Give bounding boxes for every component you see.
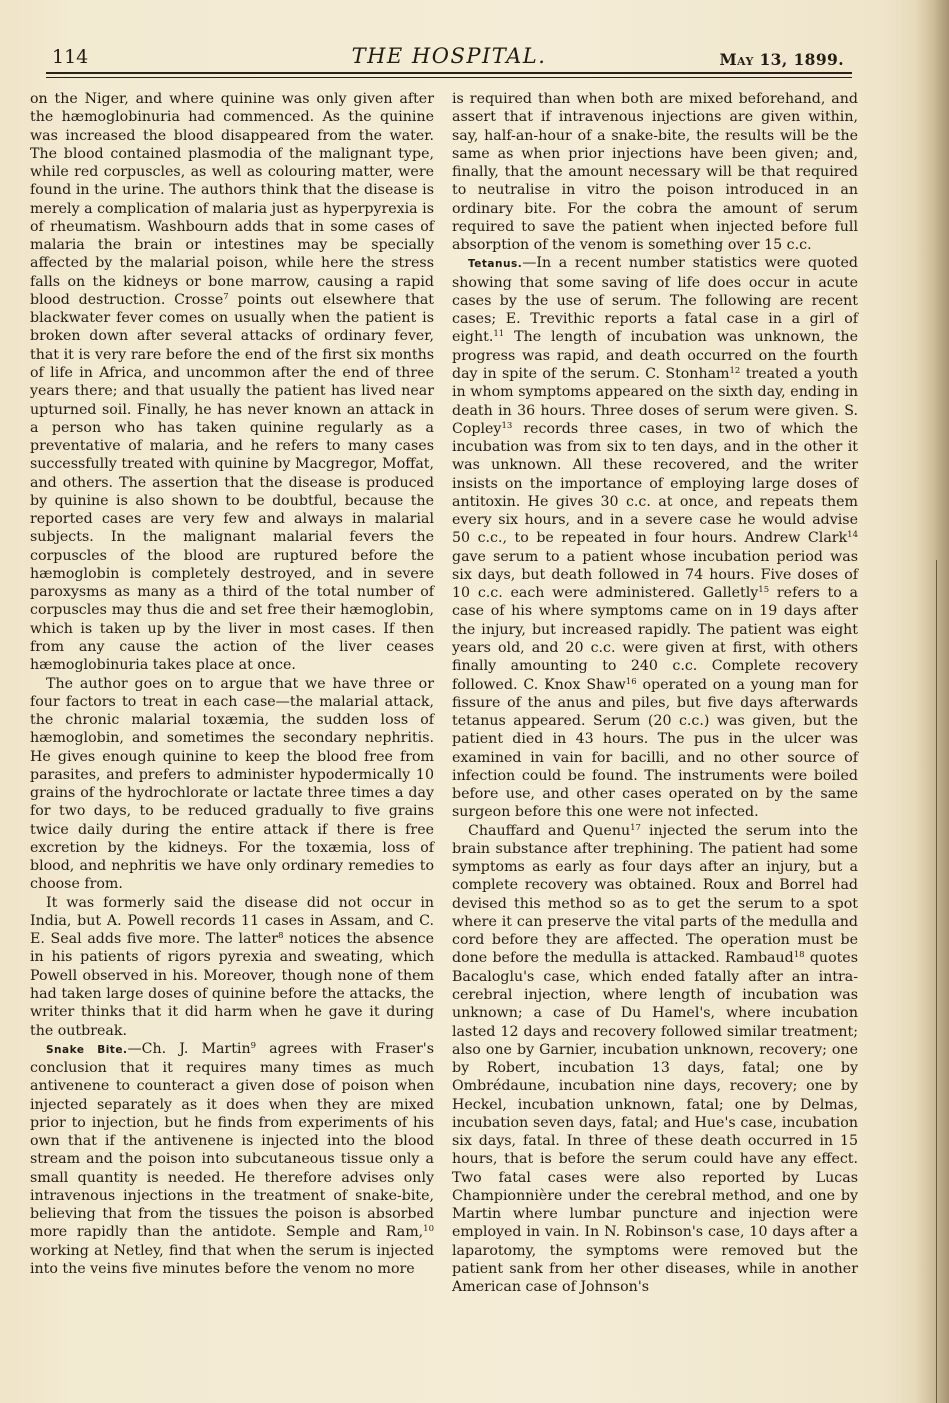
paragraph: Chauffard and Quenu$^{17}$ injected the serum into the brain substance after trephining. The patient had some symptoms as early as four days after an injury, but a complete recovery was obtained. Roux and Borrel had devised this method so as to get the serum to a spot where it can preserve the vital parts of the medulla and cord before they are affected. The operation must be done before the medulla is attacked. Rambaud$^{18}$ quotes Bacaloglu's case, which ended fatally after an intra-cerebral injection, where length of incubation was unknown; a case of Du Hamel's, where incubation lasted 12 days and recovery followed similar treatment; also one by Garnier, incubation unknown, recovery; one by Robert, incubation 13 days, fatal; one by Ombrédaune, incubation nine days, recovery; one by Heckel, incubation unknown, fatal; one by Delmas, incubation seven days, fatal; and Hue's case, incubation six days, fatal. In three of these death occurred in 15 hours, that is before the serum could have any effect. Two fatal cases were also reported by Lucas Championnière under the cerebral method, and one by Martin where lumbar puncture and injection were employed in vain. In N. Robinson's case, 10 days after a laparotomy, the symptoms were removed but the patient sank from her other diseases, while in another American case of Johnson's: [452, 822, 858, 1296]
section-heading-snake-bite: Snake Bite.: [46, 1043, 128, 1056]
publication-title: THE HOSPITAL.: [351, 44, 547, 68]
page-edge-line: [936, 560, 937, 1403]
page-header: [46, 42, 852, 72]
left-column: [30, 90, 434, 1278]
paragraph: is required than when both are mixed beforehand, and assert that if intravenous injections are given within, say, half-an-hour of a snake-bite, the results will be the same as when prior injections have been given; and, finally, that the amount necessary will be that required to neutralise in vitro the poison introduced in an ordinary bite. For the cobra the amount of serum required to save the patient when injected before full absorption of the venom is something over 15 c.c.: [452, 91, 858, 254]
paragraph: on the Niger, and where quinine was only given after the hæmoglobinuria had commenced. As the quinine was increased the blood disappeared from the water. The blood contained plasmodia of the malignant type, while red corpuscles, as well as colouring matter, were found in the urine. The authors think that the disease is merely a complication of malaria just as hyperpyrexia is of rheumatism. Washbourn adds that in some cases of malaria the brain or intestines may be specially affected by the malarial poison, while here the stress falls on the kidneys or bone marrow, causing a rapid blood destruction. Crosse$^7$ points out elsewhere that blackwater fever comes on usually when the patient is broken down after several attacks of ordinary fever, that it is very rare before the end of the first six months of life in Africa, and uncommon after the end of three years there; and that usually the patient has lived near upturned soil. Finally, he has never known an attack in a person who has taken quinine regularly as a preventative of malaria, and he refers to many cases successfully treated with quinine by Macgregor, Moffat, and others. The assertion that the disease is produced by quinine is also shown to be doubtful, because the reported cases are very few and always in malarial subjects. In the malignant malarial fevers the corpuscles of the blood are ruptured before the hæmoglobin is completely destroyed, and in severe paroxysms as many as a third of the total number of corpuscles may thus die and set free their hæmoglobin, which is taken up by the liver in most cases. If then from any cause the action of the liver ceases hæmoglobinuria takes place at once.: [30, 91, 434, 674]
issue-date: May 13, 1899.: [719, 50, 844, 69]
right-column: [452, 90, 858, 1297]
paragraph: The author goes on to argue that we have three or four factors to treat in each case—the malarial attack, the chronic malarial toxæmia, the sudden loss of hæmoglobin, and sometimes the secondary nephritis. He gives enough quinine to keep the blood free from parasites, and prefers to administer hypodermically 10 grains of the hydrochlorate or lactate three times a day for two days, to be reduced gradually to five grains twice daily during the entire attack if there is free excretion by the kidneys. For the toxæmia, loss of blood, and nephritis we have only ordinary remedies to choose from.: [30, 675, 434, 893]
paragraph-tetanus: Tetanus.—In a recent number statistics were quoted showing that some saving of life does occur in acute cases by the use of serum. The following are recent cases; E. Trevithic reports a fatal case in a girl of eight.$^{11}$ The length of incubation was unknown, the progress was rapid, and death occurred on the fourth day in spite of the serum. C. Stonham$^{12}$ treated a youth in whom symptoms appeared on the sixth day, ending in death in 36 hours. Three doses of serum were given. S. Copley$^{13}$ records three cases, in two of which the incubation was from six to ten days, and in the other it was unknown. All these recovered, and the writer insists on the importance of employing large doses of antitoxin. He gives 30 c.c. at once, and repeats them every six hours, and in a severe case he would advise 50 c.c., to be repeated in four hours. Andrew Clark$^{14}$ gave serum to a patient whose incubation period was six days, but death followed in 74 hours. Five doses of 10 c.c. each were administered. Galletly$^{15}$ refers to a case of his where symptoms came on in 19 days after the injury, but increased rapidly. The patient was eight years old, and 20 c.c. were given at first, with others finally amounting to 240 c.c. Complete recovery followed. C. Knox Shaw$^{16}$ operated on a young man for fissure of the anus and piles, but five days afterwards tetanus appeared. Serum (20 c.c.) was given, but the patient died in 43 hours. The pus in the ulcer was examined in vain for bacilli, and no other source of infection could be found. The instruments were boiled before use, and other cases operated on by the same surgeon before this one were not infected.: [452, 255, 858, 821]
section-heading-tetanus: Tetanus.: [468, 258, 523, 271]
paragraph-snake-bite: Snake Bite.—Ch. J. Martin$^9$ agrees with Fraser's conclusion that it requires many times as much antivenene to counteract a given dose of poison when injected separately as it does when they are mixed prior to injection, but he finds from experiments of his own that if the antivenene is injected into the blood stream and the poison into subcutaneous tissue only a small quantity is needed. He therefore advises only intravenous injections in the treatment of snake-bite, believing that from the tissues the poison is absorbed more rapidly than the antidote. Semple and Ram,$^{10}$ working at Netley, find that when the serum is injected into the veins five minutes before the venom no more: [30, 1040, 434, 1277]
paragraph: It was formerly said the disease did not occur in India, but A. Powell records 11 cases in Assam, and C. E. Seal adds five more. The latter$^8$ notices the absence in his patients of rigors pyrexia and sweating, which Powell observed in his. Moreover, though none of them had taken large doses of quinine before the attacks, the writer thinks that it did harm when he gave it during the outbreak.: [30, 894, 434, 1039]
header-rule-thin: [46, 77, 852, 78]
page-spine-shadow: [915, 0, 949, 1403]
header-rule-thick: [46, 72, 852, 74]
page-number: 114: [52, 46, 89, 68]
